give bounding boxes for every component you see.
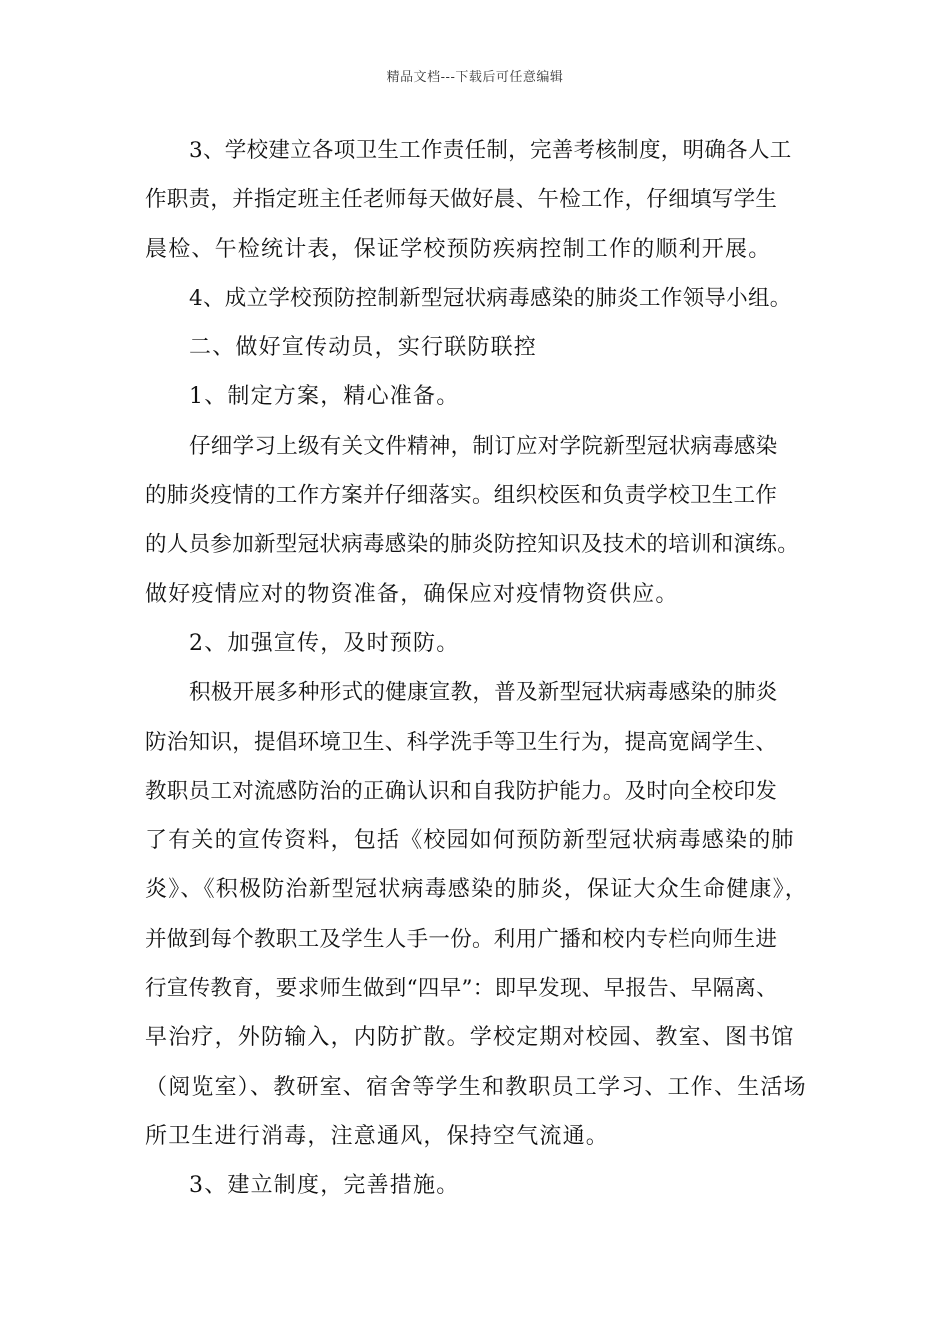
text-line: （阅览室）、教研室、宿舍等学生和教职员工学习、工作、生活场 <box>145 1074 807 1100</box>
document-body <box>145 126 810 1211</box>
subsection-heading: 2、加强宣传，及时预防。 <box>189 630 460 656</box>
text-line: 教职员工对流感防治的正确认识和自我防护能力。及时向全校印发 <box>145 778 778 804</box>
text-line: 作职责，并指定班主任老师每天做好晨、午检工作，仔细填写学生 <box>145 187 778 213</box>
text-line: 积极开展多种形式的健康宣教，普及新型冠状病毒感染的肺炎 <box>189 680 778 706</box>
text-line: 的肺炎疫情的工作方案并仔细落实。组织校医和负责学校卫生工作 <box>145 483 778 509</box>
text-line: 仔细学习上级有关文件精神，制订应对学院新型冠状病毒感染 <box>189 433 778 459</box>
text-line: 3、学校建立各项卫生工作责任制，完善考核制度，明确各人工 <box>189 138 792 163</box>
text-line: 4、成立学校预防控制新型冠状病毒感染的肺炎工作领导小组。 <box>189 285 792 311</box>
section-heading: 二、做好宣传动员，实行联防联控 <box>189 335 538 361</box>
text-line: 炎》、《积极防治新型冠状病毒感染的肺炎，保证大众生命健康》， <box>145 877 809 903</box>
text-line: 做好疫情应对的物资准备，确保应对疫情物资供应。 <box>145 581 679 607</box>
text-line: 的人员参加新型冠状病毒感染的肺炎防控知识及技术的培训和演练。 <box>145 532 800 558</box>
subsection-heading: 1、制定方案，精心准备。 <box>189 384 460 410</box>
text-line: 防治知识，提倡环境卫生、科学洗手等卫生行为，提高宽阔学生、 <box>145 729 778 755</box>
text-line: 晨检、午检统计表，保证学校预防疾病控制工作的顺利开展。 <box>145 236 772 262</box>
text-line: 并做到每个教职工及学生人手一份。利用广播和校内专栏向师生进 <box>145 926 778 952</box>
subsection-heading: 3、建立制度，完善措施。 <box>189 1173 460 1199</box>
text-line: 所卫生进行消毒，注意通风，保持空气流通。 <box>145 1123 610 1149</box>
text-line: 了有关的宣传资料，包括《校园如何预防新型冠状病毒感染的肺 <box>145 828 795 854</box>
text-line: 行宣传教育，要求师生做到“四早”：即早发现、早报告、早隔离、 <box>145 976 778 1002</box>
page-header: 精品文档---下载后可任意编辑 <box>386 70 564 85</box>
text-line: 早治疗，外防输入，内防扩散。学校定期对校园、教室、图书馆 <box>145 1025 795 1051</box>
